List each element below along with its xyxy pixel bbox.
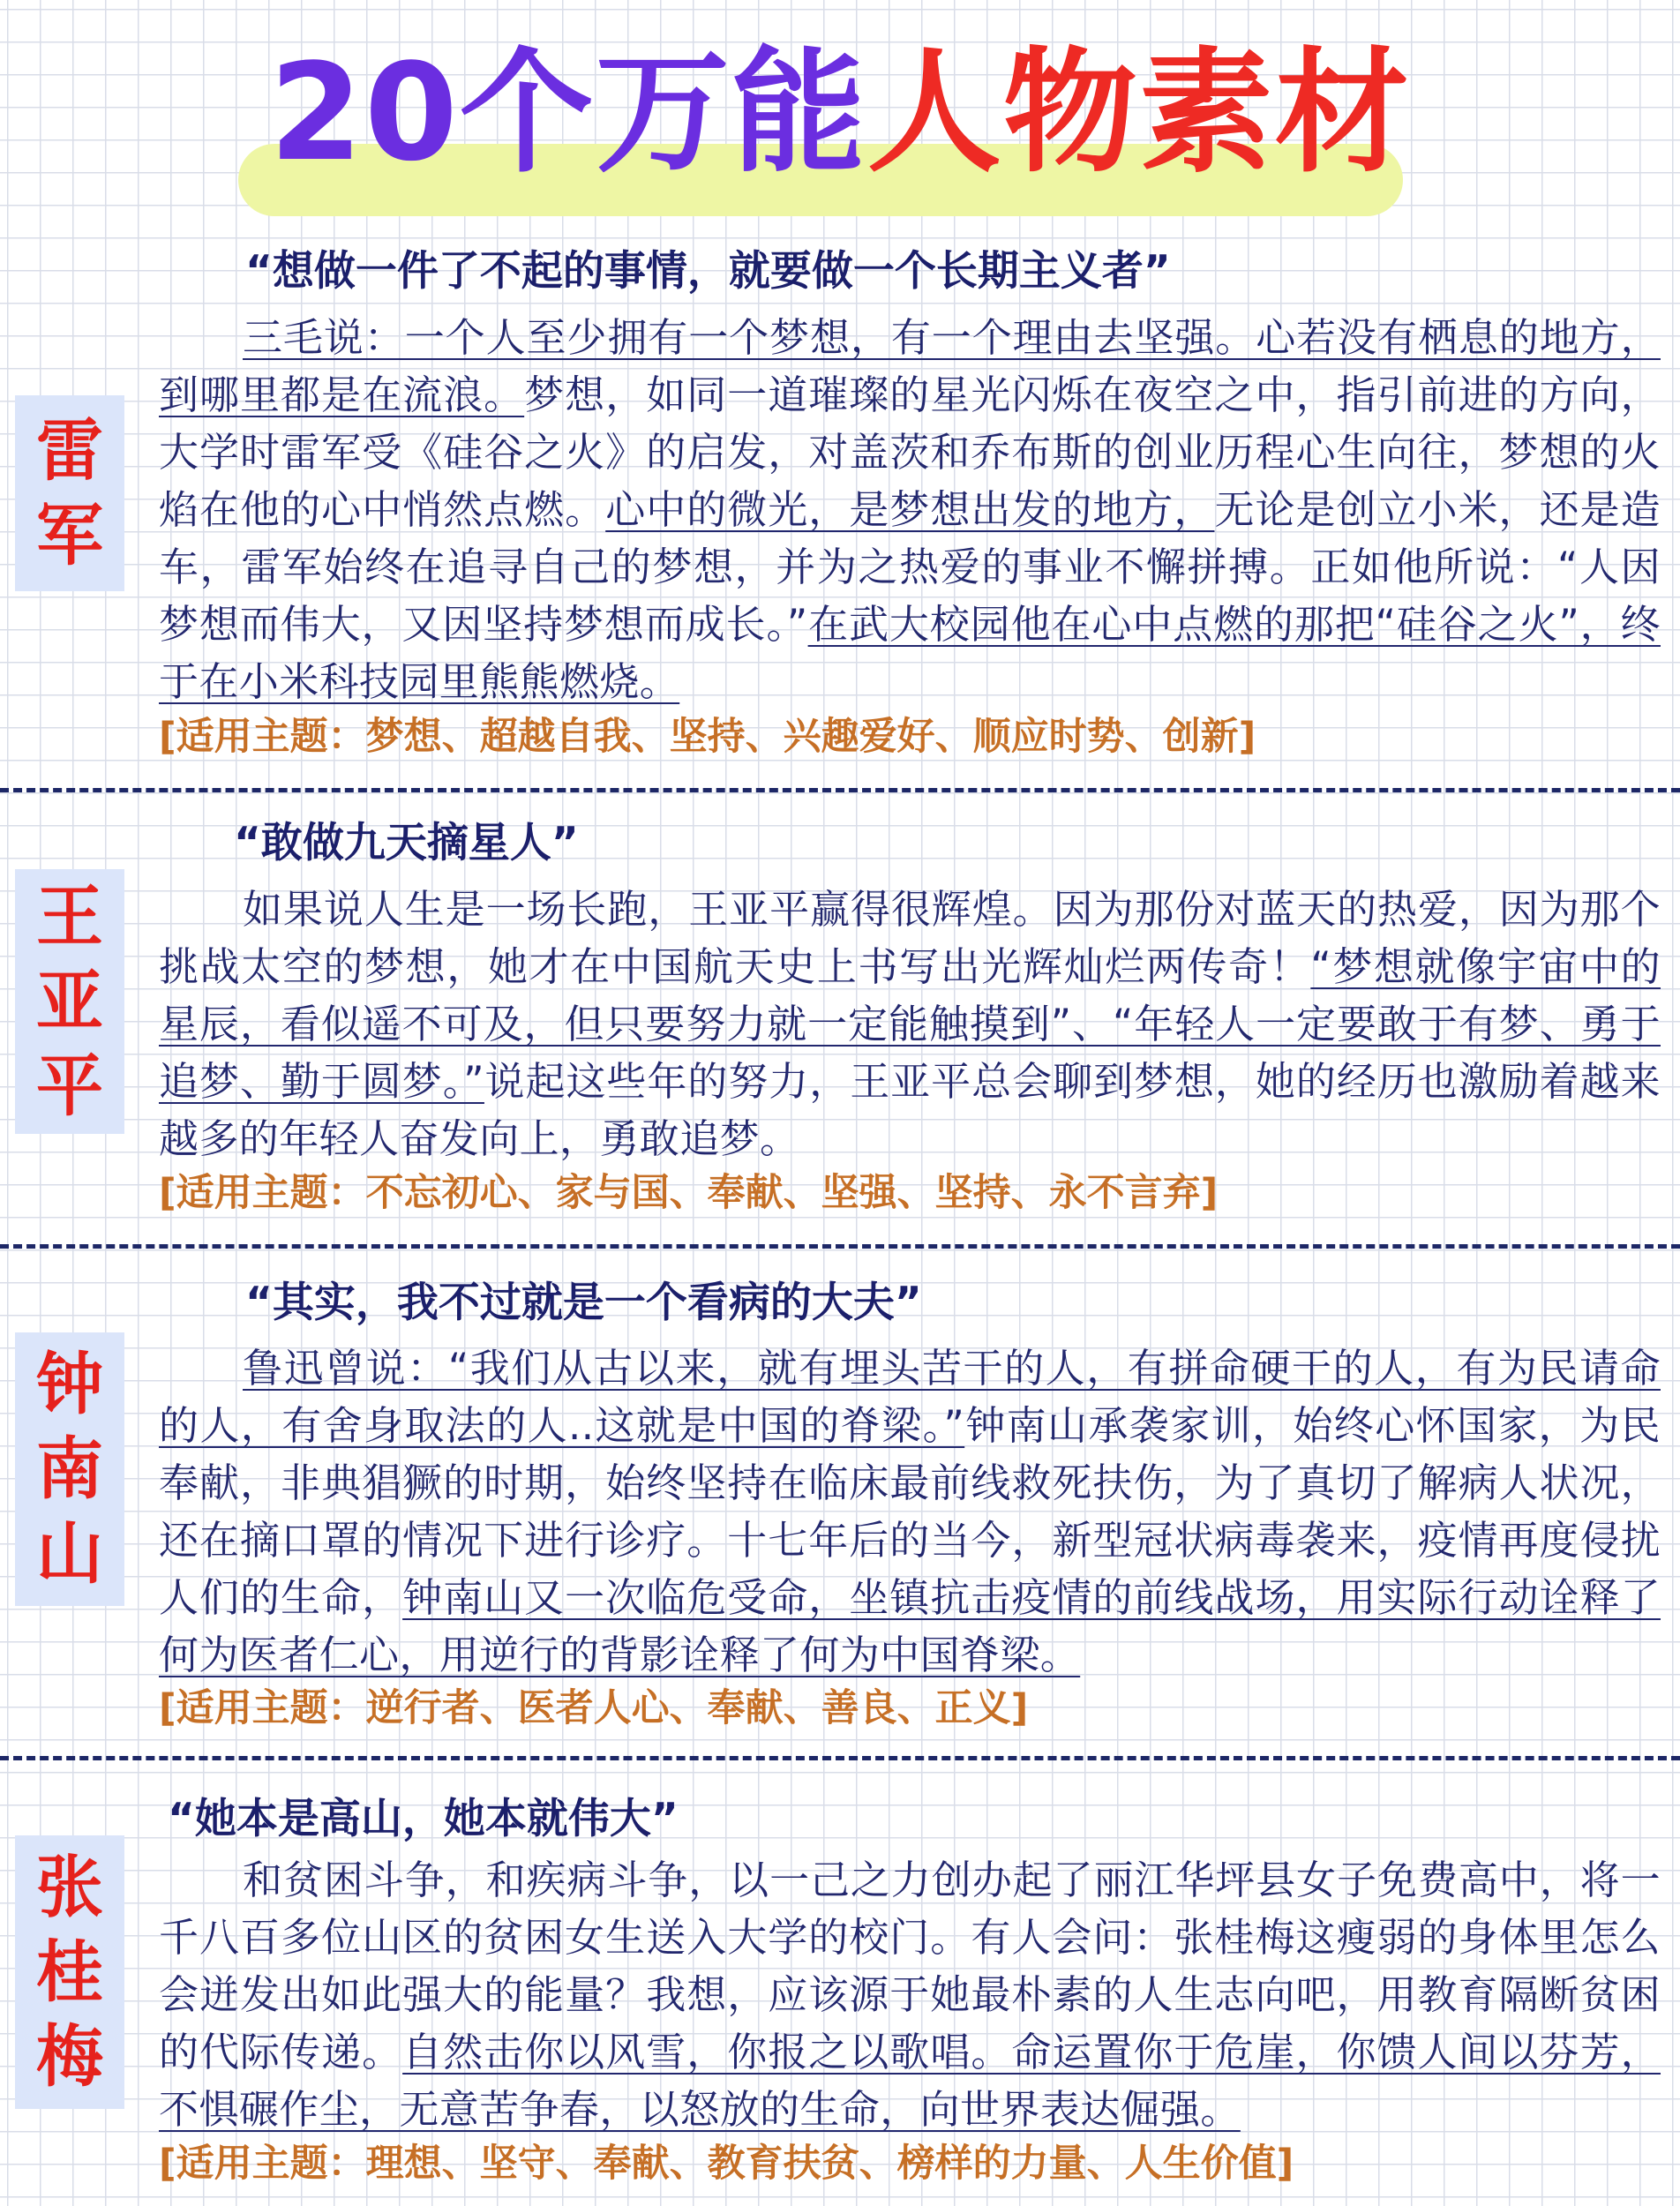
person-name-char: 张 xyxy=(36,1848,103,1926)
person-name-char: 平 xyxy=(36,1047,103,1125)
person-quote: “其实，我不过就是一个看病的大夫” xyxy=(245,1279,922,1327)
story-underlined-text: 心中的微光，是梦想出发的地方， xyxy=(605,486,1215,533)
story-text: 说起这些年的努力，王亚平总会聊到梦想，她的经历也激励着越来越多的年轻人奋发向上，勇敢追梦。 xyxy=(159,1058,1661,1162)
person-story xyxy=(159,1851,1661,2138)
person-name-char: 亚 xyxy=(36,962,103,1040)
person-name-char: 军 xyxy=(36,496,103,574)
person-quote: “她本是高山，她本就伟大” xyxy=(168,1795,679,1843)
person-quote: “想做一件了不起的事情，就要做一个长期主义者” xyxy=(245,247,1171,296)
person-name-char: 王 xyxy=(36,877,103,956)
person-story xyxy=(159,1339,1661,1684)
story-underlined-text: 自然击你以风雪，你报之以歌唱。命运置你于危崖，你馈人间以芬芳，不惧碾作尘，无意苦争春，以怒放的生命，向世界表达倔强。 xyxy=(159,2029,1661,2133)
section-divider xyxy=(0,1756,1680,1760)
person-name-char: 桂 xyxy=(36,1932,103,2011)
person-name-box xyxy=(15,395,124,591)
story-underlined-text: “梦想就像宇宙中的星辰，看似遥不可及，但只要努力就一定能触摸到”、“年轻人一定要敢于有梦、勇于追梦、勤于圆梦。” xyxy=(159,943,1661,1105)
theme-tags: [适用主题：梦想、超越自我、坚持、兴趣爱好、顺应时势、创新] xyxy=(159,715,1256,759)
story-text: 和贫困斗争，和疾病斗争，以一己之力创办起了丽江华坪县女子免费高中，将一千八百多位山区的贫困女生送入大学的校门。有人会问：张桂梅这瘦弱的身体里怎么会迸发出如此强大的能量？我想，应该源于她最朴素的人生志向吧，用教育隔断贫困的代际传递。 xyxy=(159,1857,1661,2075)
person-quote: “敢做九天摘星人” xyxy=(234,819,579,867)
person-name-box xyxy=(15,869,124,1134)
person-name-box xyxy=(15,1332,124,1606)
title-block xyxy=(0,25,1680,228)
story-text: 梦想，如同一道璀璨的星光闪烁在夜空之中，指引前进的方向，大学时雷军受《硅谷之火》的启发，对盖茨和乔布斯的创业历程心生向往，梦想的火焰在他的心中悄然点燃。 xyxy=(159,371,1661,533)
person-name-char: 梅 xyxy=(36,2017,103,2096)
title-part-1: 20个万能 xyxy=(269,34,867,191)
person-name-char: 雷 xyxy=(36,411,103,490)
section-divider xyxy=(0,1244,1680,1249)
story-text: 如果说人生是一场长跑，王亚平赢得很辉煌。因为那份对蓝天的热爱，因为那个挑战太空的梦想，她才在中国航天史上书写出光辉灿烂两传奇！ xyxy=(159,886,1661,990)
theme-tags: [适用主题：不忘初心、家与国、奉献、坚强、坚持、永不言弃] xyxy=(159,1171,1219,1215)
title-part-2: 人物素材 xyxy=(866,34,1411,191)
person-story xyxy=(159,309,1661,710)
person-name-box xyxy=(15,1835,124,2109)
person-name-char: 钟 xyxy=(36,1345,103,1423)
story-text: 无论是创立小米，还是造车，雷军始终在追寻自己的梦想，并为之热爱的事业不懈拼搏。正如他所说：“人因梦想而伟大，又因坚持梦想而成长。” xyxy=(159,486,1661,648)
theme-tags: [适用主题：逆行者、医者人心、奉献、善良、正义] xyxy=(159,1686,1029,1730)
story-text: 钟南山承袭家训，始终心怀国家，为民奉献，非典猖獗的时期，始终坚持在临床最前线救死扶伤，为了真切了解病人状况，还在摘口罩的情况下进行诊疗。十七年后的当今，新型冠状病毒袭来，疫情再度侵扰人们的生命， xyxy=(159,1402,1661,1621)
person-name-char: 南 xyxy=(36,1429,103,1508)
person-story xyxy=(159,881,1661,1167)
person-name-char: 山 xyxy=(36,1514,103,1593)
theme-tags: [适用主题：理想、坚守、奉献、教育扶贫、榜样的力量、人生价值] xyxy=(159,2142,1294,2186)
story-underlined-text: 钟南山又一次临危受命，坐镇抗击疫情的前线战场，用实际行动诠释了何为医者仁心，用逆行的背影诠释了何为中国脊梁。 xyxy=(159,1574,1661,1678)
story-underlined-text: 三毛说：一个人至少拥有一个梦想，有一个理由去坚强。心若没有栖息的地方，到哪里都是在流浪。 xyxy=(159,314,1661,418)
story-underlined-text: 在武大校园他在心中点燃的那把“硅谷之火”，终于在小米科技园里熊熊燃烧。 xyxy=(159,601,1661,705)
page-title xyxy=(0,25,1680,201)
story-underlined-text: 鲁迅曾说：“我们从古以来，就有埋头苦干的人，有拼命硬干的人，有为民请命的人，有舍身取法的人..这就是中国的脊梁。” xyxy=(159,1345,1661,1449)
section-divider xyxy=(0,788,1680,792)
